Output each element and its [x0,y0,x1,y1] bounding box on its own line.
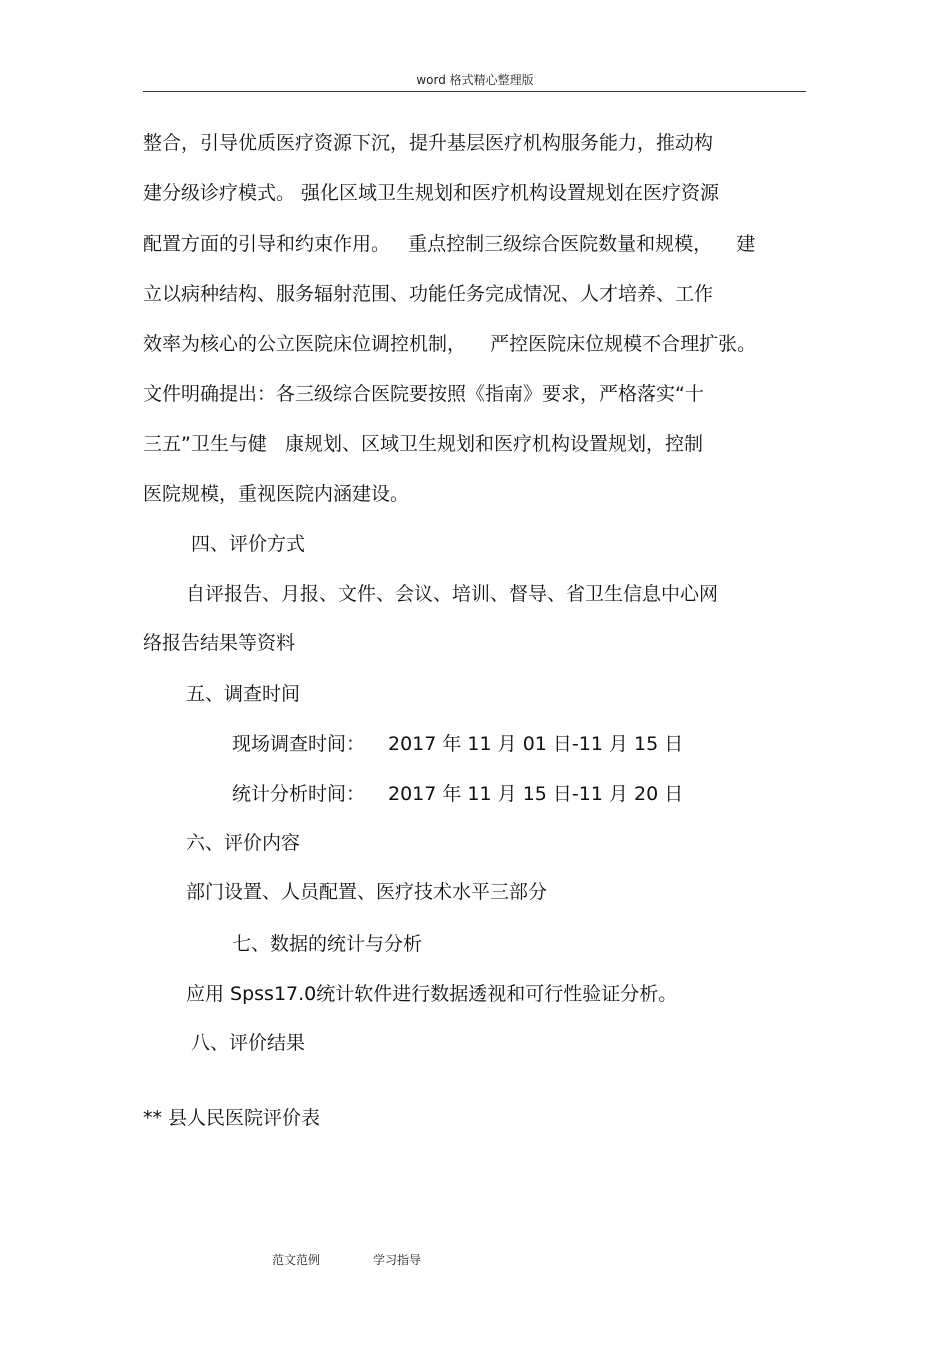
section-heading-survey-time: 五、调查时间 [186,683,301,705]
analysis-time-value: 2017 年 11 月 15 日-11 月 20 日 [388,783,684,805]
survey-time-value: 2017 年 11 月 01 日-11 月 15 日 [388,733,684,755]
survey-time-label: 现场调查时间： [232,733,366,755]
header-divider [143,91,806,92]
paragraph-line: 立以病种结构、服务辐射范围、功能任务完成情况、人才培养、工作 [143,283,714,305]
paragraph-line: 三五”卫生与健 康规划、区域卫生规划和医疗机构设置规划，控制 [143,433,703,455]
paragraph-line: 整合，引导优质医疗资源下沉，提升基层医疗机构服务能力，推动构 [143,132,714,154]
paragraph-line: 配置方面的引导和约束作用。 重点控制三级综合医院数量和规模， 建 [143,233,756,255]
paragraph-line: 文件明确提出：各三级综合医院要按照《指南》要求，严格落实“十 [143,383,704,405]
section-heading-evaluation-method: 四、评价方式 [191,533,306,555]
footer-right-text: 学习指导 [373,1253,422,1267]
section-text-line: 部门设置、人员配置、医疗技术水平三部分 [186,881,548,903]
section-heading-evaluation-result: 八、评价结果 [191,1032,306,1054]
section-heading-data-analysis: 七、数据的统计与分析 [232,933,423,955]
paragraph-line: 建分级诊疗模式。 强化区域卫生规划和医疗机构设置规划在医疗资源 [143,182,720,204]
section-heading-evaluation-content: 六、评价内容 [186,832,301,854]
paragraph-line: 效率为核心的公立医院床位调控机制， 严控医院床位规模不合理扩张。 [143,333,757,355]
footer-left-text: 范文范例 [272,1253,321,1267]
table-caption: ** 县人民医院评价表 [143,1107,321,1129]
paragraph-line: 医院规模，重视医院内涵建设。 [143,483,410,505]
page-header: word 格式精心整理版 [416,73,534,87]
section-text-line: 络报告结果等资料 [143,632,296,654]
section-text-line: 应用 Spss17.0统计软件进行数据透视和可行性验证分析。 [186,983,678,1005]
section-text-line: 自评报告、月报、文件、会议、培训、督导、省卫生信息中心网 [186,583,719,605]
analysis-time-label: 统计分析时间： [232,783,366,805]
